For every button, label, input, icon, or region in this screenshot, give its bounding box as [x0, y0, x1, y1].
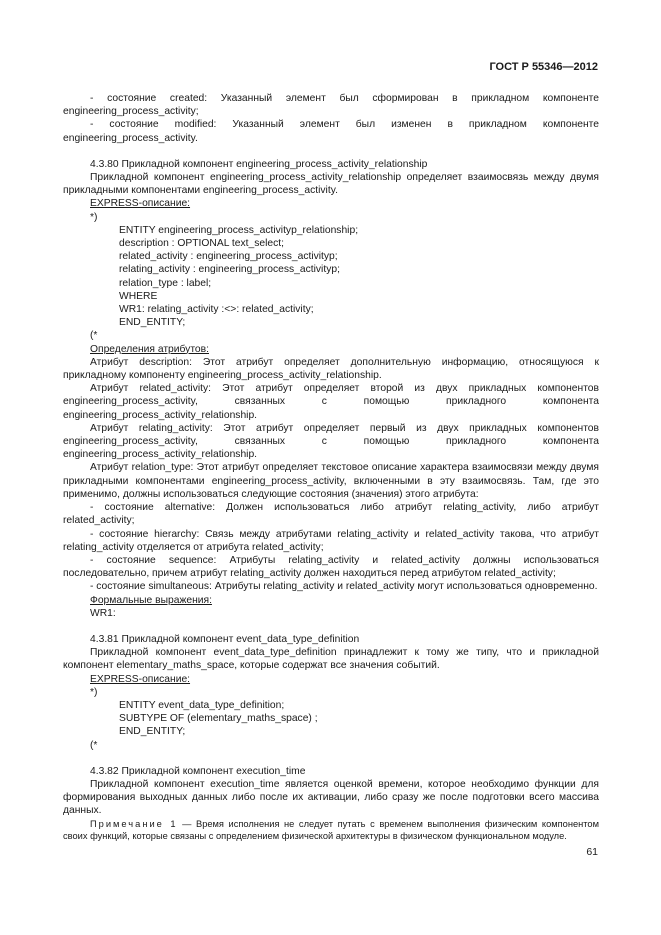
text-line: relating_activity : engineering_process_activityp; [119, 264, 340, 276]
note-text: — Время исполнения не следует путать с временем выполнения физическим компонентом своих функций, которые связаны с определением физической архитектуры в физическом функциональном модуле. [63, 818, 599, 841]
text-line: - состояние sequence: Атрибуты relating_activity и related_activity должны использоваться последовательно, причем атрибут relating_activity должен находиться перед атрибутом related_activity; [63, 554, 599, 580]
spacer [63, 145, 599, 158]
note [63, 818, 599, 842]
note-label: Примечание 1 [90, 818, 178, 829]
text-line: Атрибут description: Этот атрибут определяет дополнительную информацию, относящуюся к прикладному компоненту engineering_process_activity_relationship. [63, 356, 599, 382]
text-line: *) [90, 686, 98, 698]
text-line: WR1: relating_activity :<>: related_activity; [119, 304, 314, 316]
text-line: ENTITY engineering_process_activityp_relationship; [119, 224, 359, 236]
text-line: ENTITY event_data_type_definition; [119, 699, 285, 711]
text-line: - состояние simultaneous: Атрибуты relating_activity и related_activity могут использоваться одновременно. [90, 581, 598, 593]
standard-header: ГОСТ Р 55346—2012 [489, 61, 598, 73]
text-line: END_ENTITY; [119, 317, 186, 329]
text-line: (* [90, 739, 98, 751]
text-line: Прикладной компонент engineering_process_activity_relationship определяет взаимосвязь между двумя прикладными компонентами engineering_process_activity. [63, 172, 599, 197]
text-line: Формальные выражения: [90, 594, 212, 606]
body-text [63, 92, 599, 842]
text-line: 4.3.82 Прикладной компонент execution_time [90, 765, 306, 777]
text-line: related_activity : engineering_process_activityp; [119, 251, 338, 263]
spacer [63, 752, 599, 765]
text-line: END_ENTITY; [119, 726, 186, 738]
text-line: Прикладной компонент event_data_type_definition принадлежит к тому же типу, что и прикладной компонент elementary_maths_space, которые содержат все значения событий. [63, 647, 599, 672]
text-line: (* [90, 330, 98, 342]
text-line: EXPRESS-описание: [90, 673, 191, 685]
text-line: WHERE [119, 290, 158, 302]
text-line: Атрибут related_activity: Этот атрибут определяет второй из двух прикладных компонентов engineering_process_activity, связанных с помощью прикладного компонента engineering_process_activity_relationship. [63, 383, 599, 421]
text-line: Определения атрибутов: [90, 343, 209, 355]
text-line: Атрибут relation_type: Этот атрибут определяет текстовое описание характера взаимосвязи между двумя прикладными компонентами engineering_process_activity, включенными в эту взаимосвязь. Там, где это применимо, должны использоваться следующие состояния (значения) этого атрибута: [63, 462, 599, 500]
text-line: - состояние modified: Указанный элемент был изменен в прикладном компоненте engineering_process_activity. [63, 119, 599, 144]
text-line: - состояние alternative: Должен использоваться либо атрибут relating_activity, либо атрибут related_activity; [63, 502, 599, 527]
text-line: WR1: [90, 607, 116, 619]
text-line: Атрибут relating_activity: Этот атрибут определяет первый из двух прикладных компонентов engineering_process_activity, связанных с помощью прикладного компонента engineering_process_activity_relationship. [63, 422, 599, 461]
text-line: 4.3.80 Прикладной компонент engineering_process_activity_relationship [90, 158, 428, 170]
text-line: EXPRESS-описание: [90, 198, 191, 210]
text-line: Прикладной компонент execution_time является оценкой времени, которое необходимо функции для формирования выходных данных либо после их активации, либо сразу же после подготовки всего массива данных. [63, 778, 599, 817]
text-line: relation_type : label; [119, 277, 212, 289]
spacer [63, 620, 599, 633]
text-line: 4.3.81 Прикладной компонент event_data_type_definition [90, 633, 360, 645]
text-line: *) [90, 211, 98, 223]
text-line: description : OPTIONAL text_select; [119, 238, 285, 250]
text-line: SUBTYPE OF (elementary_maths_space) ; [119, 713, 318, 725]
text-line: - состояние created: Указанный элемент был сформирован в прикладном компоненте engineering_process_activity; [63, 93, 599, 118]
text-line: - состояние hierarchy: Связь между атрибутами relating_activity и related_activity такова, что атрибут relating_activity отделяется от атрибута related_activity; [63, 528, 599, 553]
page-number: 61 [586, 846, 598, 858]
